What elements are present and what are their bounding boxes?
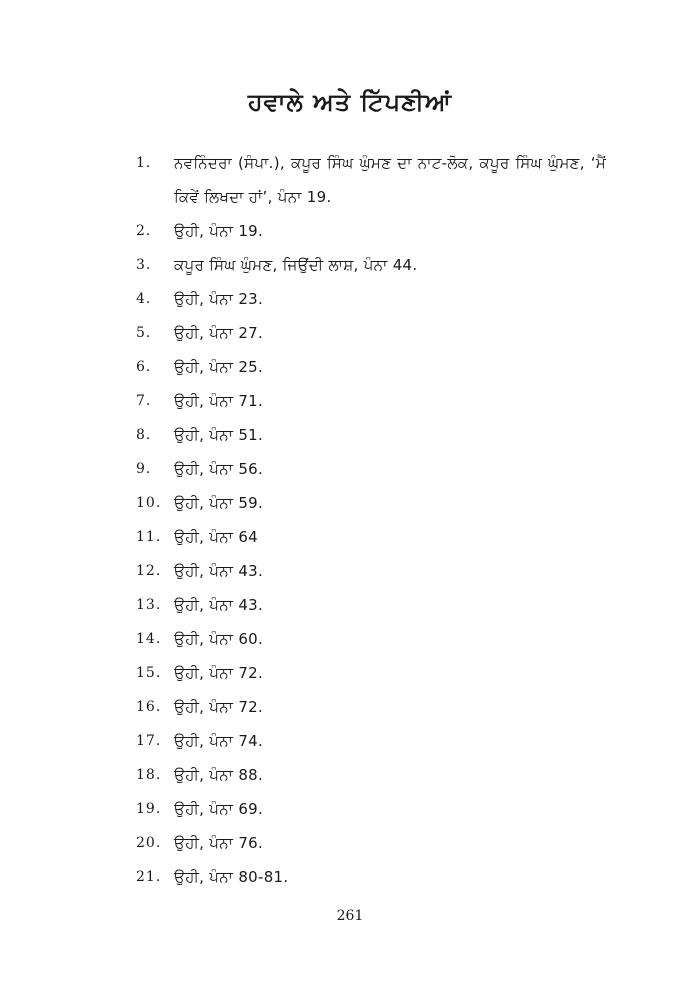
note-number: 12.: [136, 563, 162, 579]
note-number: 6.: [136, 359, 152, 375]
note-text: ਉਹੀ, ਪੰਨਾ 74.: [174, 732, 264, 750]
note-item: [136, 486, 606, 520]
note-number: 14.: [136, 631, 162, 647]
note-number: 21.: [136, 869, 162, 885]
note-text: ਉਹੀ, ਪੰਨਾ 19.: [174, 222, 264, 240]
note-number: 2.: [136, 223, 152, 239]
note-number: 15.: [136, 665, 162, 681]
note-item: [136, 826, 606, 860]
page-title: ਹਵਾਲੇ ਅਤੇ ਟਿੱਪਣੀਆਂ: [247, 88, 453, 116]
note-item: [136, 214, 606, 248]
note-number: 9.: [136, 461, 152, 477]
note-text: ਉਹੀ, ਪੰਨਾ 71.: [174, 392, 264, 410]
note-item: [136, 248, 606, 282]
note-number: 18.: [136, 767, 162, 783]
note-number: 1.: [136, 155, 152, 171]
note-item: [136, 758, 606, 792]
note-item: [136, 146, 606, 214]
note-item: [136, 452, 606, 486]
note-text: ਉਹੀ, ਪੰਨਾ 88.: [174, 766, 264, 784]
note-text: ਉਹੀ, ਪੰਨਾ 51.: [174, 426, 264, 444]
note-number: 17.: [136, 733, 162, 749]
note-text: ਉਹੀ, ਪੰਨਾ 23.: [174, 290, 264, 308]
note-text: ਉਹੀ, ਪੰਨਾ 59.: [174, 494, 264, 512]
note-item: [136, 588, 606, 622]
note-text: ਉਹੀ, ਪੰਨਾ 56.: [174, 460, 264, 478]
note-item: [136, 724, 606, 758]
note-item: [136, 316, 606, 350]
note-text: ਉਹੀ, ਪੰਨਾ 64: [174, 528, 259, 546]
note-item: [136, 690, 606, 724]
note-item: [136, 792, 606, 826]
note-number: 11.: [136, 529, 162, 545]
note-number: 7.: [136, 393, 152, 409]
page-number: 261: [336, 908, 364, 924]
note-number: 3.: [136, 257, 152, 273]
note-number: 13.: [136, 597, 162, 613]
note-text: ਉਹੀ, ਪੰਨਾ 25.: [174, 358, 264, 376]
note-text: ਉਹੀ, ਪੰਨਾ 27.: [174, 324, 264, 342]
note-text: ਉਹੀ, ਪੰਨਾ 43.: [174, 562, 264, 580]
note-item: [136, 860, 606, 894]
note-text: ਉਹੀ, ਪੰਨਾ 43.: [174, 596, 264, 614]
note-number: 16.: [136, 699, 162, 715]
note-text: ਉਹੀ, ਪੰਨਾ 76.: [174, 834, 264, 852]
note-number: 10.: [136, 495, 162, 511]
note-item: [136, 554, 606, 588]
note-number: 5.: [136, 325, 152, 341]
note-text: ਉਹੀ, ਪੰਨਾ 69.: [174, 800, 264, 818]
note-text: ਉਹੀ, ਪੰਨਾ 60.: [174, 630, 264, 648]
note-text: ਨਵਨਿੰਦਰਾ (ਸੰਪਾ.), ਕਪੂਰ ਸਿੰਘ ਘੁੰਮਣ ਦਾ ਨਾਟ-ਲੋਕ, ਕਪੂਰ ਸਿੰਘ ਘੁੰਮਣ, ‘ਮੈਂ ਕਿਵੇਂ ਲਿਖਦਾ ਹਾਂ’, ਪੰਨਾ 19.: [174, 154, 606, 206]
note-text: ਉਹੀ, ਪੰਨਾ 80-81.: [174, 868, 289, 886]
note-item: [136, 520, 606, 554]
note-item: [136, 350, 606, 384]
note-item: [136, 384, 606, 418]
note-number: 19.: [136, 801, 162, 817]
notes-list: [136, 146, 606, 894]
note-item: [136, 418, 606, 452]
note-text: ਕਪੂਰ ਸਿੰਘ ਘੁੰਮਣ, ਜਿਉਂਦੀ ਲਾਸ਼, ਪੰਨਾ 44.: [174, 256, 418, 274]
note-number: 8.: [136, 427, 152, 443]
note-text: ਉਹੀ, ਪੰਨਾ 72.: [174, 698, 264, 716]
note-item: [136, 656, 606, 690]
note-item: [136, 282, 606, 316]
note-number: 20.: [136, 835, 162, 851]
note-text: ਉਹੀ, ਪੰਨਾ 72.: [174, 664, 264, 682]
note-number: 4.: [136, 291, 152, 307]
note-item: [136, 622, 606, 656]
